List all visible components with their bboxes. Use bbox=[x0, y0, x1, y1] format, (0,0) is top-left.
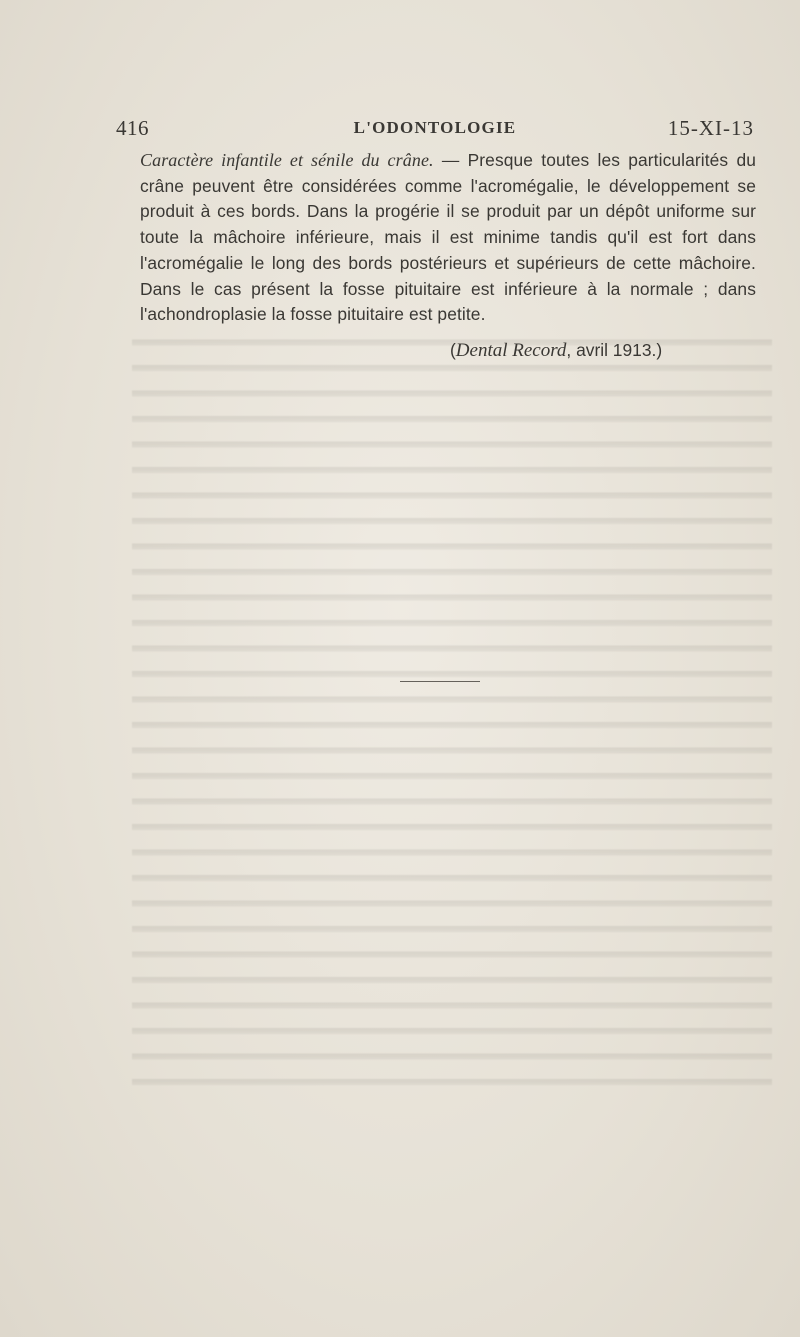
article-paragraph bbox=[116, 148, 756, 328]
running-header bbox=[116, 116, 754, 146]
citation-open: ( bbox=[450, 340, 456, 360]
bleed-through-rule bbox=[400, 681, 480, 682]
journal-title: L'ODONTOLOGIE bbox=[353, 118, 517, 137]
bleed-through-text bbox=[132, 330, 772, 1100]
citation-source: Dental Record bbox=[455, 340, 567, 361]
citation bbox=[450, 340, 662, 362]
section-lead: Caractère infantile et sénile du crâne. bbox=[140, 150, 434, 170]
issue-date: 15-XI-13 bbox=[667, 116, 754, 140]
paragraph-text: Presque toutes les particularités du crâne peuvent être considérées comme l'acromégalie, le développement se produit à ces bords. Dans la progérie il se produit par un dépôt uniforme sur toute la mâchoire inférieure, mais il est minime tandis qu'il est fort dans l'acromégalie le long des bords postérieurs et supérieurs de cette mâchoire. Dans le cas présent la fosse pituitaire est inférieure à la normale ; dans l'achondroplasie la fosse pituitaire est petite. bbox=[140, 150, 756, 325]
em-dash: — bbox=[433, 150, 468, 170]
article-body bbox=[116, 148, 756, 328]
page-number: 416 bbox=[116, 116, 149, 140]
citation-rest: , avril 1913.) bbox=[566, 340, 663, 360]
